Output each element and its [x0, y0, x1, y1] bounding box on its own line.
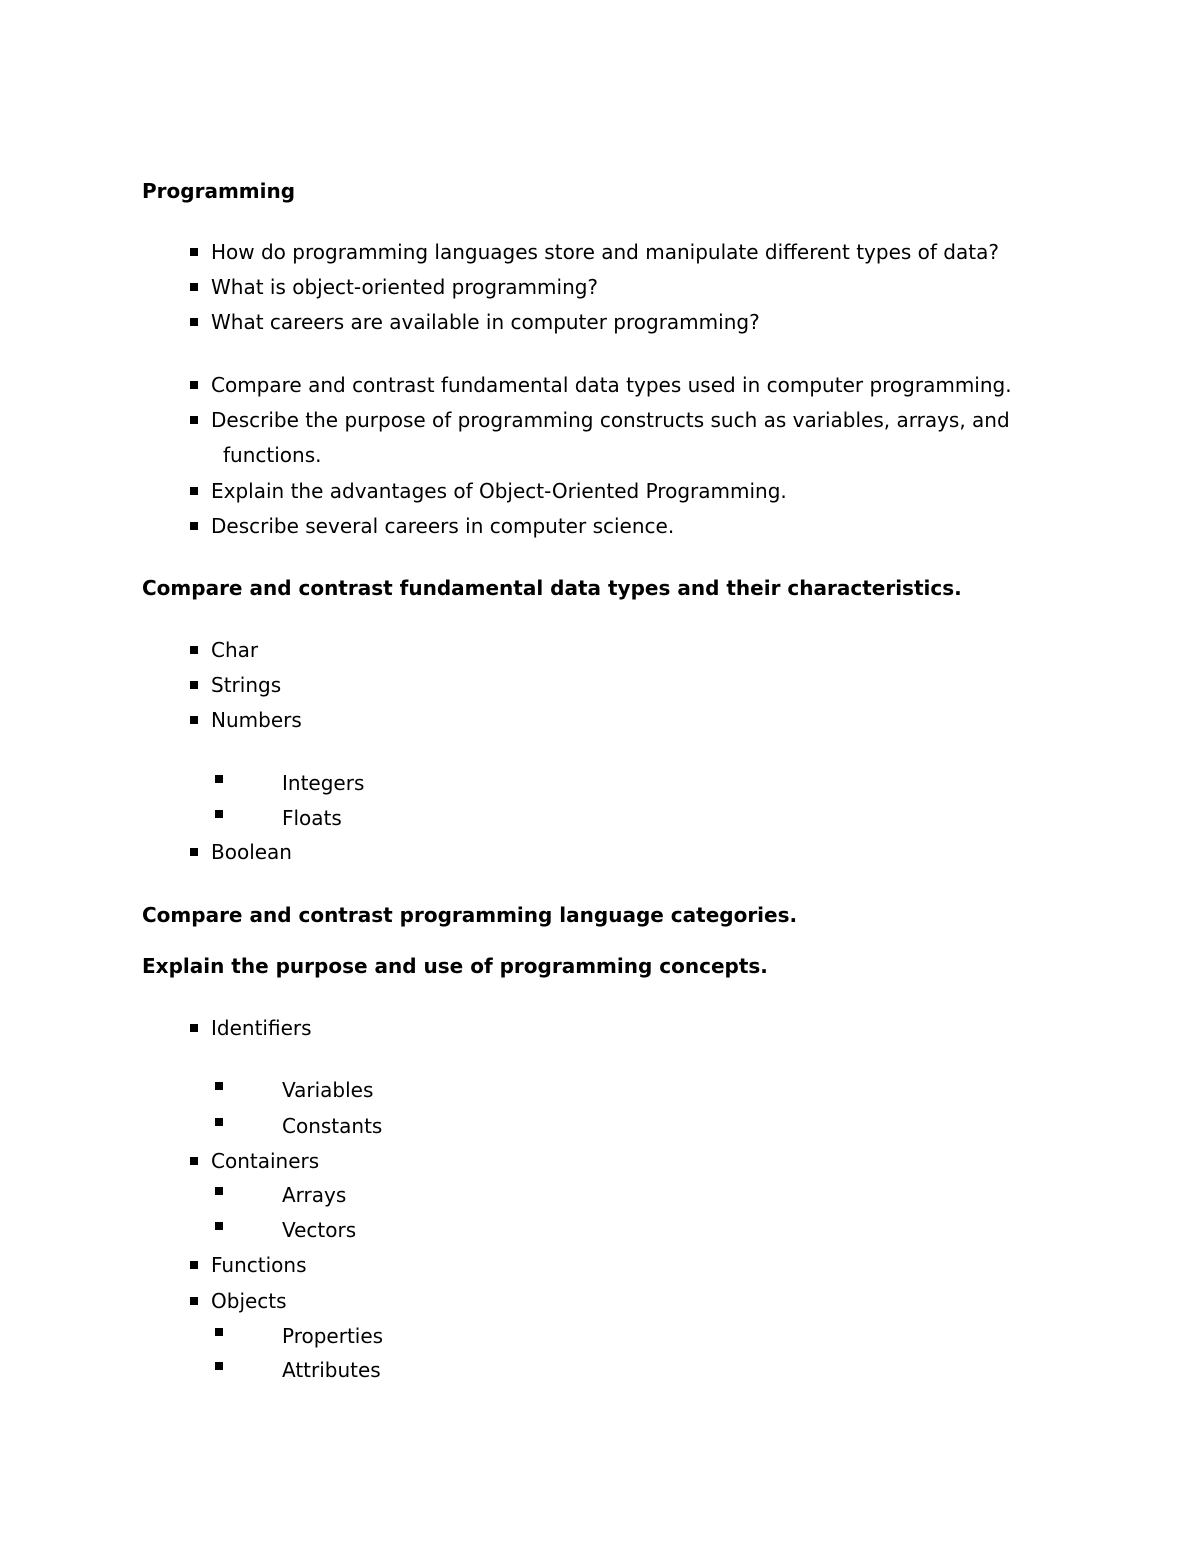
objective-item-continuation: functions.	[223, 443, 322, 467]
objective-item: Compare and contrast fundamental data types used in computer programming.	[211, 373, 1012, 397]
section-heading: Explain the purpose and use of programming concepts.	[142, 954, 768, 978]
bullet-icon	[215, 775, 223, 783]
bullet-icon	[215, 1362, 223, 1370]
bullet-icon	[190, 522, 198, 530]
section-heading: Compare and contrast fundamental data types and their characteristics.	[142, 576, 962, 600]
bullet-icon	[190, 248, 198, 256]
bullet-icon	[190, 283, 198, 291]
bullet-icon	[215, 1187, 223, 1195]
bullet-icon	[215, 1328, 223, 1336]
bullet-icon	[190, 318, 198, 326]
objective-item: Describe the purpose of programming constructs such as variables, arrays, and	[211, 408, 1010, 432]
bullet-icon	[190, 848, 198, 856]
sub-list-item: Attributes	[282, 1358, 381, 1382]
bullet-icon	[215, 1222, 223, 1230]
list-item: Functions	[211, 1253, 307, 1277]
sub-list-item: Arrays	[282, 1183, 346, 1207]
question-item: How do programming languages store and manipulate different types of data?	[211, 240, 999, 264]
bullet-icon	[190, 716, 198, 724]
bullet-icon	[215, 1082, 223, 1090]
bullet-icon	[190, 1157, 198, 1165]
objective-item: Explain the advantages of Object-Oriented Programming.	[211, 479, 787, 503]
bullet-icon	[190, 487, 198, 495]
list-item: Strings	[211, 673, 281, 697]
list-item: Identifiers	[211, 1016, 312, 1040]
sub-list-item: Variables	[282, 1078, 373, 1102]
list-item: Numbers	[211, 708, 302, 732]
sub-list-item: Vectors	[282, 1218, 356, 1242]
section-heading: Compare and contrast programming language categories.	[142, 903, 798, 927]
page-title: Programming	[142, 179, 296, 203]
sub-list-item: Constants	[282, 1114, 382, 1138]
sub-list-item: Integers	[282, 771, 364, 795]
bullet-icon	[190, 646, 198, 654]
bullet-icon	[190, 416, 198, 424]
question-item: What careers are available in computer programming?	[211, 310, 760, 334]
bullet-icon	[190, 1024, 198, 1032]
bullet-icon	[190, 1297, 198, 1305]
bullet-icon	[215, 1118, 223, 1126]
question-item: What is object-oriented programming?	[211, 275, 598, 299]
bullet-icon	[190, 681, 198, 689]
sub-list-item: Properties	[282, 1324, 383, 1348]
objective-item: Describe several careers in computer science.	[211, 514, 674, 538]
bullet-icon	[190, 381, 198, 389]
list-item: Char	[211, 638, 258, 662]
sub-list-item: Floats	[282, 806, 342, 830]
list-item: Boolean	[211, 840, 292, 864]
list-item: Containers	[211, 1149, 319, 1173]
list-item: Objects	[211, 1289, 287, 1313]
bullet-icon	[215, 810, 223, 818]
bullet-icon	[190, 1261, 198, 1269]
